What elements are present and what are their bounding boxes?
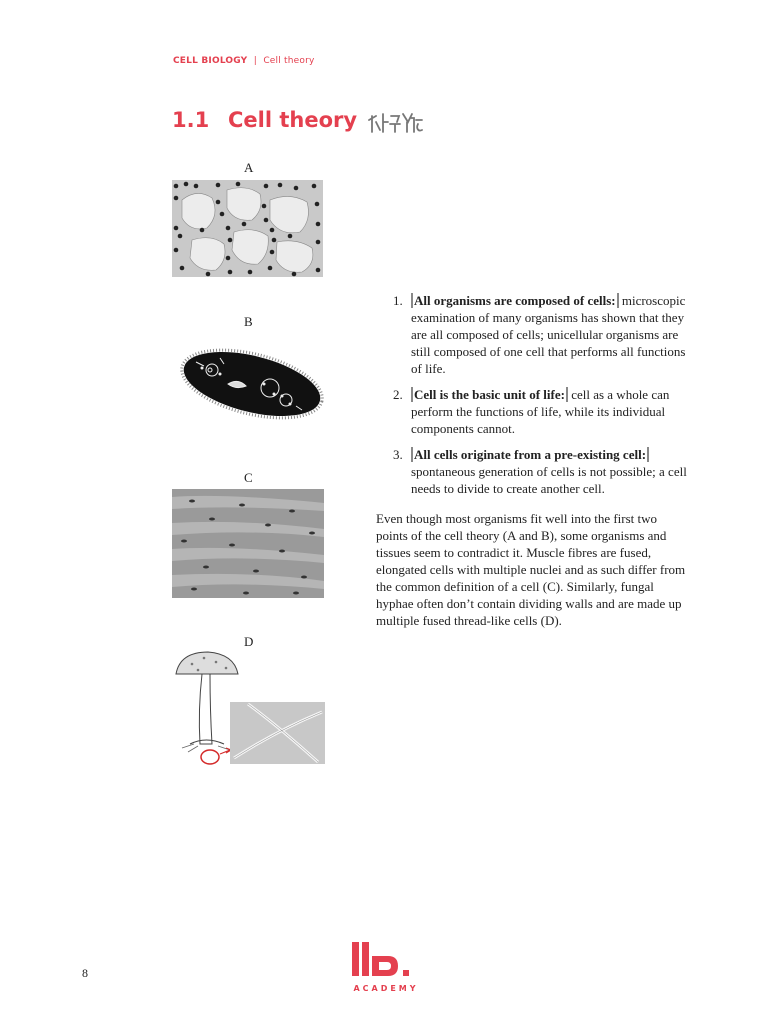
point-body: cell as a whole can perform the functions of life, while its individual components cannot.	[411, 387, 670, 436]
logo-text: ACADEMY	[353, 984, 419, 993]
list-item	[393, 446, 693, 497]
handwritten-annotation	[366, 110, 424, 136]
figure-c-muscle-fibres	[172, 489, 324, 598]
breadcrumb-subsection: Cell theory	[263, 56, 315, 66]
cell-theory-points	[393, 292, 693, 506]
point-number: 2.	[393, 387, 403, 402]
figure-label-a: A	[244, 160, 254, 175]
breadcrumb-section: CELL BIOLOGY	[173, 56, 248, 66]
breadcrumb	[173, 56, 315, 66]
figure-label-d: D	[244, 634, 254, 649]
point-number: 3.	[393, 447, 403, 462]
point-body: microscopic examination of many organisms has shown that they are all composed of cells; unicellular organisms are still composed of one cell that performs all functions of life.	[411, 293, 686, 376]
page-number: 8	[82, 966, 88, 980]
section-title: Cell theory	[228, 108, 358, 132]
breadcrumb-separator: |	[253, 56, 257, 66]
figure-d-fungus-hyphae	[168, 650, 328, 768]
figure-b-paramecium	[176, 344, 328, 424]
figure-a-plant-cells	[172, 180, 323, 277]
point-heading: All cells originate from a pre-existing cell:	[411, 447, 649, 462]
list-item	[393, 292, 693, 377]
figure-label-b: B	[244, 314, 253, 329]
point-number: 1.	[393, 293, 403, 308]
body-paragraph: Even though most organisms fit well into the first two points of the cell theory (A and B), some organisms and tissues seem to contradict it. Muscle fibres are fused, elongated cells with multiple nuclei and as such differ from the common definition of a cell (C). Similarly, fungal hyphae often don’t contain dividing walls and are made up multiple fused thread-like cells (D).	[376, 511, 686, 628]
page-title	[172, 108, 357, 132]
figure-label-c: C	[244, 470, 253, 485]
point-heading: All organisms are composed of cells:	[411, 293, 619, 308]
point-heading: Cell is the basic unit of life:	[411, 387, 568, 402]
list-item	[393, 386, 693, 437]
section-number: 1.1	[172, 108, 210, 132]
point-body: spontaneous generation of cells is not possible; a cell needs to divide to create another cell.	[411, 464, 687, 496]
